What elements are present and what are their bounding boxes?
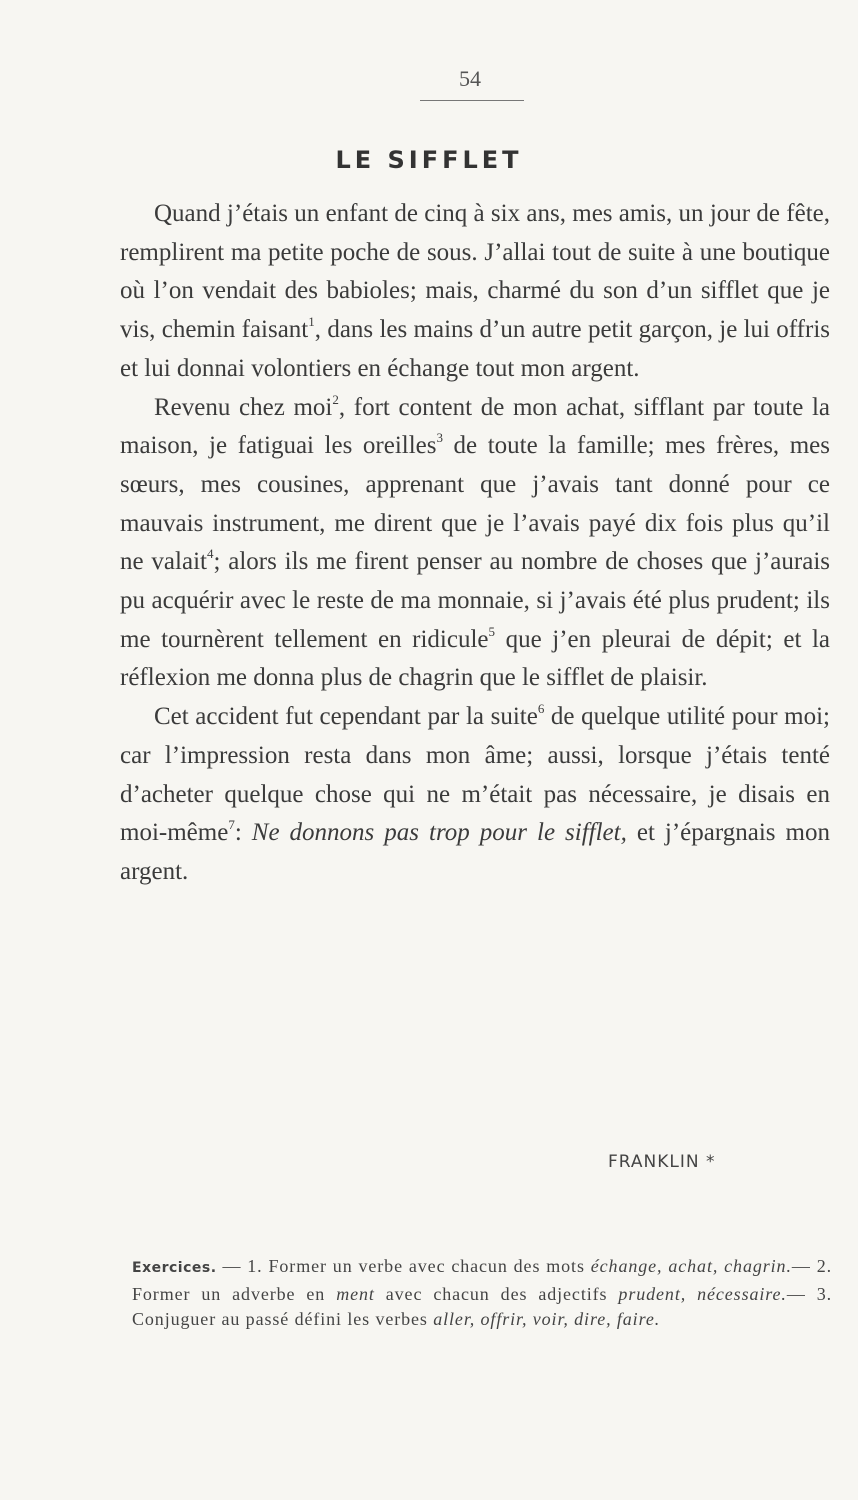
page-number: 54 xyxy=(459,66,481,91)
paragraph-3-text-a: Cet accident fut cependant par la suite xyxy=(154,703,538,731)
exercise-words-3: aller, offrir, voir, dire, faire. xyxy=(433,1309,661,1329)
paragraph-3-text-b: de quelque utilité pour moi; car l’impression resta dans mon âme; aussi, lorsque j’étais tenté d’acheter quelque chose qui ne m’était pas nécessaire, je disais en moi-même xyxy=(120,703,830,847)
exercise-text-1: — 1. Former un verbe avec chacun des mots xyxy=(216,1256,591,1276)
paragraph-2-text-d: ; alors ils me firent penser au nombre de choses que j’aurais pu acquérir avec le reste de ma monnaie, si j’avais été plus prudent; ils me tournèrent tellement en ridicule xyxy=(120,548,830,653)
paragraph-2-text-b: , fort content de mon achat, sifflant par toute la maison, je fatiguai les oreilles xyxy=(120,393,830,460)
paragraph-1 xyxy=(120,195,830,389)
exercise-words-1: échange, achat, chagrin. xyxy=(590,1256,792,1276)
paragraph-2 xyxy=(120,389,830,699)
footnote-ref-3: 3 xyxy=(436,430,443,446)
footnote-ref-7: 7 xyxy=(228,817,235,833)
paragraph-3 xyxy=(120,698,830,892)
footnote-ref-2: 2 xyxy=(332,391,339,407)
page-number-rule xyxy=(420,100,524,101)
author-signature: FRANKLIN * xyxy=(608,1152,716,1172)
exercise-suffix: ment xyxy=(336,1283,375,1304)
paragraph-3-text-c: : xyxy=(234,819,252,847)
exercise-text-4: — 3. Conjuguer au passé défini les verbes xyxy=(132,1283,832,1329)
footnote-ref-5: 5 xyxy=(488,623,496,639)
footnote-ref-4: 4 xyxy=(206,546,214,562)
paragraph-2-text-e: que j’en pleurai de dépit; et la réflexion me donna plus de chagrin que le sifflet de plaisir. xyxy=(120,625,830,692)
footnote-ref-6: 6 xyxy=(537,701,545,717)
maxim-italic: Ne donnons pas trop pour le sifflet, xyxy=(251,819,627,847)
paragraph-3-text-d: et j’épargnais mon argent. xyxy=(120,819,830,885)
paragraph-2-text-a: Revenu chez moi xyxy=(154,393,333,421)
exercise-words-2: prudent, nécessaire. xyxy=(618,1283,787,1304)
exercise-text-2: — 2. Former un adverbe en xyxy=(132,1256,832,1304)
exercise-text-3: avec chacun des adjectifs xyxy=(374,1283,619,1304)
page-title: LE SIFFLET xyxy=(335,146,523,174)
exercises-label: Exercices. xyxy=(132,1260,217,1276)
paragraph-1-text-end: , dans les mains d’un autre petit garçon, je lui offris et lui donnai volontiers en échange tout mon argent. xyxy=(120,316,830,382)
footnote-ref-1: 1 xyxy=(308,314,315,330)
paragraph-1-text: Quand j’étais un enfant de cinq à six ans, mes amis, un jour de fête, remplirent ma petite poche de sous. J’allai tout de suite à une boutique où l’on vendait des babioles; mais, charmé du son d’un sifflet que je vis, chemin faisant xyxy=(120,200,830,344)
exercises-block xyxy=(132,1254,832,1333)
paragraph-2-text-c: de toute la famille; mes frères, mes sœurs, mes cousines, apprenant que j’avais tant donné pour ce mauvais instrument, me dirent que je l’avais payé dix fois plus qu’il ne valait xyxy=(120,432,831,576)
body-text xyxy=(120,195,830,892)
